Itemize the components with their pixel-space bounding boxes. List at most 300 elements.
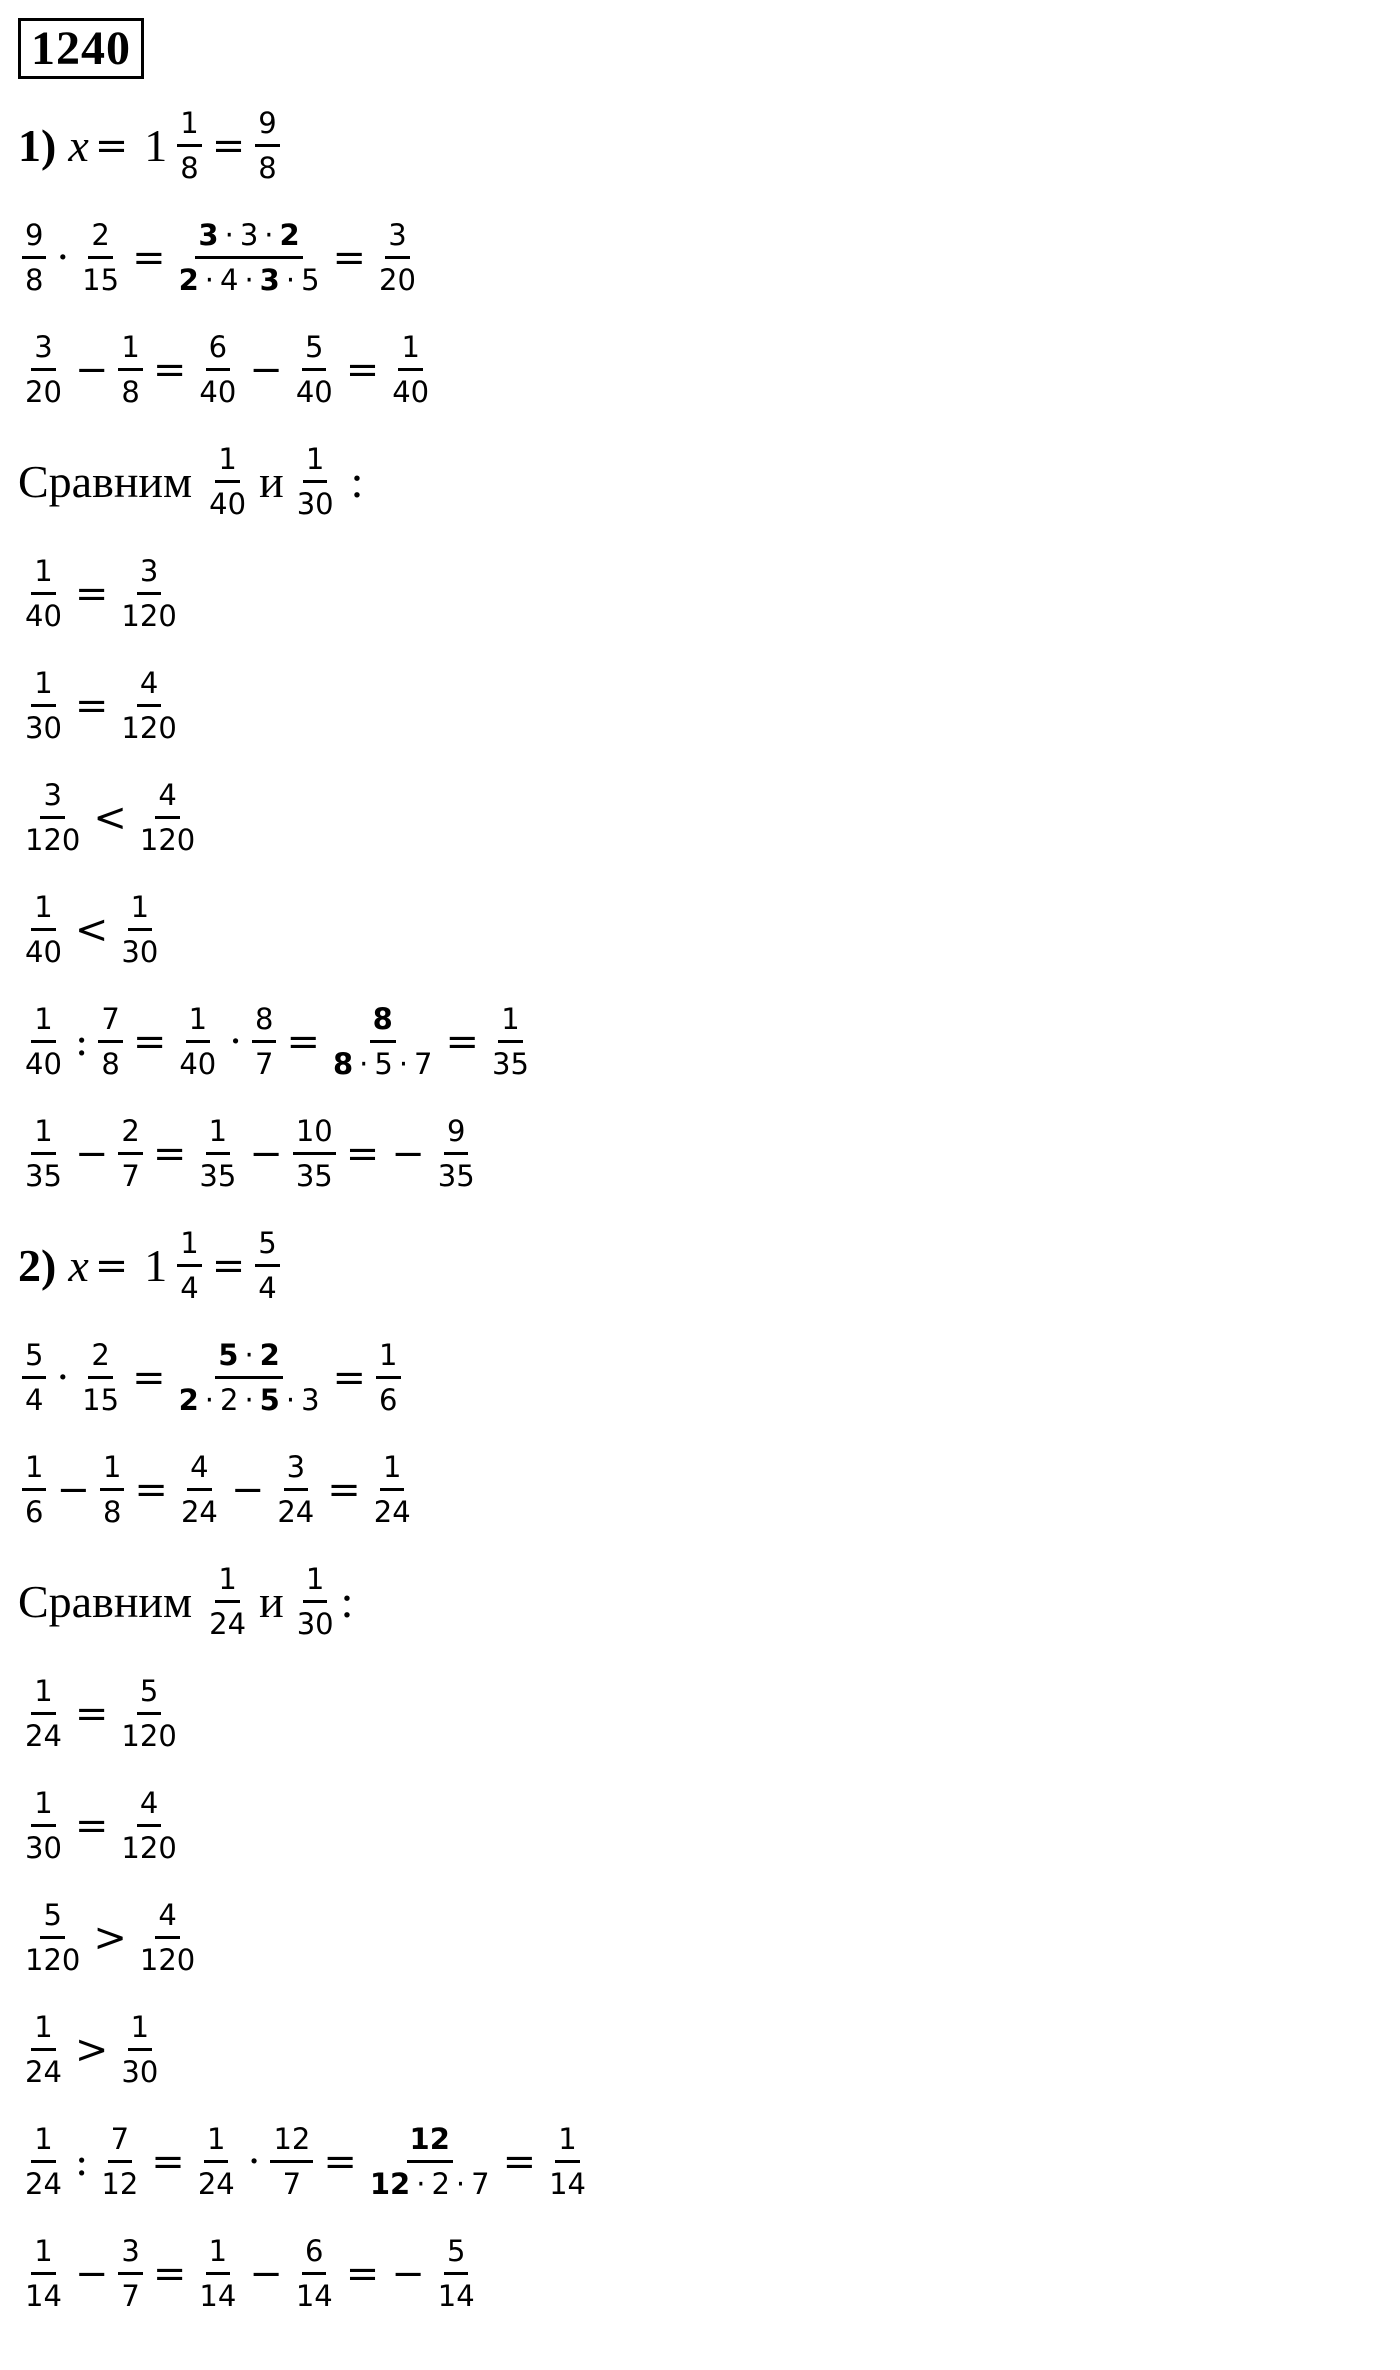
multiply-dot: · bbox=[455, 2167, 466, 2202]
fraction bbox=[22, 1674, 65, 1753]
denominator bbox=[546, 2163, 589, 2201]
denominator bbox=[178, 1491, 221, 1529]
numerator bbox=[195, 218, 302, 259]
math-operator: = bbox=[132, 1018, 167, 1065]
factor: 5 bbox=[139, 1674, 159, 1708]
fraction bbox=[22, 2010, 65, 2089]
numerator bbox=[100, 1450, 124, 1491]
factor: 1 bbox=[383, 1450, 402, 1484]
factor: 2 bbox=[91, 1338, 110, 1372]
numerator bbox=[31, 330, 55, 371]
denominator bbox=[98, 1043, 122, 1081]
math-operator: = bbox=[332, 234, 367, 281]
math-operator: = bbox=[445, 1018, 479, 1065]
factor: 6 bbox=[379, 1383, 398, 1418]
fraction bbox=[293, 330, 336, 409]
fraction bbox=[22, 778, 83, 857]
factor: 40 bbox=[179, 1047, 217, 1082]
fraction bbox=[376, 1338, 400, 1417]
equation-line bbox=[18, 330, 436, 409]
factor: 14 bbox=[295, 2279, 333, 2314]
numerator bbox=[31, 554, 55, 595]
factor: 1 bbox=[34, 554, 53, 588]
factor: 120 bbox=[139, 823, 196, 858]
factor: 9 bbox=[25, 218, 44, 252]
compare-fraction-b bbox=[294, 442, 337, 521]
denominator bbox=[22, 1043, 65, 1081]
equation-line bbox=[18, 554, 184, 633]
factor: 24 bbox=[277, 1495, 315, 1530]
denominator bbox=[22, 1155, 65, 1193]
factor: 3 bbox=[286, 1450, 306, 1484]
fraction bbox=[137, 1898, 198, 1977]
factor: 5 bbox=[305, 330, 324, 364]
factor: 3 bbox=[43, 778, 62, 812]
compare-fraction-a bbox=[206, 442, 249, 521]
fraction bbox=[118, 330, 142, 409]
part1-heading bbox=[18, 106, 284, 185]
fraction bbox=[118, 1674, 179, 1753]
equation-line bbox=[18, 1674, 184, 1753]
factor: 1 bbox=[207, 2122, 226, 2156]
factor: 40 bbox=[25, 599, 62, 634]
numerator bbox=[137, 1674, 161, 1715]
math-operator: = bbox=[134, 1466, 168, 1513]
denominator bbox=[22, 1379, 46, 1417]
equation-line bbox=[18, 778, 202, 857]
denominator bbox=[196, 1155, 239, 1193]
numerator bbox=[88, 1338, 112, 1379]
denominator bbox=[371, 1491, 414, 1529]
factor: 3 bbox=[239, 218, 259, 252]
factor: 3 bbox=[388, 218, 407, 252]
numerator bbox=[31, 2234, 55, 2275]
numerator: 1 bbox=[215, 1562, 239, 1603]
factor: 4 bbox=[190, 1450, 209, 1484]
numerator bbox=[31, 2010, 55, 2051]
factor: 1 bbox=[34, 2234, 53, 2268]
math-operator: = bbox=[323, 2138, 357, 2185]
denominator bbox=[330, 1043, 436, 1081]
equation-line bbox=[18, 2234, 482, 2313]
colon: : bbox=[350, 456, 364, 508]
compare-line bbox=[18, 442, 363, 521]
factor: 1 bbox=[130, 890, 150, 924]
factor: 120 bbox=[121, 711, 177, 746]
denominator bbox=[22, 2051, 65, 2089]
fraction bbox=[196, 330, 239, 409]
denominator bbox=[118, 595, 179, 633]
denominator: 24 bbox=[209, 1607, 247, 1642]
factor: 2 bbox=[91, 218, 110, 252]
factor: 14 bbox=[437, 2279, 475, 2314]
mixed-number-whole: 1 bbox=[144, 120, 168, 172]
equation-line bbox=[18, 1114, 482, 1193]
and-word: и bbox=[259, 1576, 284, 1628]
denominator bbox=[118, 2051, 161, 2089]
factor: 40 bbox=[199, 375, 237, 410]
equation-line bbox=[18, 1002, 536, 1081]
fraction bbox=[435, 1114, 478, 1193]
numerator bbox=[187, 1450, 211, 1491]
factor: 30 bbox=[121, 935, 159, 970]
factor: 120 bbox=[121, 1719, 177, 1754]
fraction bbox=[118, 554, 179, 633]
equation-line bbox=[18, 1786, 184, 1865]
multiply-dot: · bbox=[224, 218, 234, 252]
numerator bbox=[128, 2010, 152, 2051]
factor: 6 bbox=[305, 2234, 324, 2268]
factor: 5 bbox=[301, 263, 320, 298]
factor: 1 bbox=[34, 666, 53, 700]
fraction bbox=[137, 778, 198, 857]
numerator bbox=[206, 330, 230, 371]
math-operator: − bbox=[249, 1130, 283, 1177]
fraction bbox=[252, 1002, 276, 1081]
numerator bbox=[206, 1114, 230, 1155]
numerator bbox=[31, 2122, 55, 2163]
factor: 20 bbox=[25, 375, 62, 410]
denominator bbox=[79, 259, 122, 297]
part2-label: 2) bbox=[18, 1240, 57, 1292]
factor: 24 bbox=[25, 2055, 62, 2090]
fraction bbox=[98, 2122, 141, 2201]
improper-fraction bbox=[255, 106, 279, 185]
denominator bbox=[22, 595, 65, 633]
multiply-dot: · bbox=[204, 263, 214, 298]
factor: 7 bbox=[282, 2167, 302, 2202]
equation-line bbox=[18, 1898, 202, 1977]
factor: 4 bbox=[158, 1898, 177, 1932]
denominator bbox=[435, 1155, 478, 1193]
numerator bbox=[31, 666, 55, 707]
numerator: 1 bbox=[303, 1562, 327, 1603]
numerator bbox=[284, 1450, 308, 1491]
numerator bbox=[155, 1898, 179, 1939]
factor: 7 bbox=[471, 2167, 490, 2202]
numerator: 9 bbox=[255, 106, 279, 147]
equation-line bbox=[18, 218, 423, 297]
factor: 5 bbox=[25, 1338, 44, 1372]
factor: 4 bbox=[139, 1786, 159, 1820]
math-operator: = bbox=[152, 1130, 187, 1177]
equation-line bbox=[18, 2010, 165, 2089]
numerator bbox=[252, 1002, 276, 1043]
factor: 8 bbox=[25, 263, 44, 298]
equals-sign: = bbox=[211, 1242, 246, 1289]
fraction bbox=[22, 2122, 65, 2201]
factor: 3 bbox=[301, 1383, 320, 1418]
factor: 15 bbox=[82, 263, 120, 298]
denominator bbox=[176, 1043, 219, 1081]
math-operator: = bbox=[345, 346, 380, 393]
numerator bbox=[498, 1002, 522, 1043]
fraction bbox=[22, 554, 65, 633]
numerator: 1 bbox=[215, 442, 239, 483]
denominator bbox=[22, 1827, 65, 1865]
denominator bbox=[196, 2275, 239, 2313]
cancelled-factor: 12 bbox=[369, 2167, 411, 2202]
numerator bbox=[380, 1450, 404, 1491]
denominator bbox=[22, 819, 83, 857]
factor: 35 bbox=[25, 1159, 62, 1194]
cancelled-factor: 2 bbox=[259, 1338, 280, 1372]
numerator bbox=[444, 2234, 468, 2275]
math-operator: − bbox=[249, 2250, 283, 2297]
math-operator: · bbox=[229, 1018, 242, 1065]
factor: 7 bbox=[110, 2122, 130, 2156]
denominator bbox=[118, 707, 179, 745]
denominator bbox=[98, 2163, 141, 2201]
math-operator: = bbox=[345, 2250, 380, 2297]
factor: 1 bbox=[25, 1450, 44, 1484]
fraction bbox=[22, 890, 65, 969]
factor: 120 bbox=[25, 1943, 81, 1978]
numerator bbox=[376, 1338, 400, 1379]
factor: 24 bbox=[25, 1719, 62, 1754]
factor: 7 bbox=[121, 1159, 140, 1194]
math-operator: − bbox=[74, 1130, 109, 1177]
fraction bbox=[196, 1114, 239, 1193]
fraction bbox=[367, 2122, 493, 2201]
numerator bbox=[186, 1002, 210, 1043]
fraction bbox=[330, 1002, 436, 1081]
cancelled-factor: 12 bbox=[409, 2122, 450, 2156]
equation-line bbox=[18, 666, 184, 745]
multiply-dot: · bbox=[416, 2167, 426, 2202]
factor: 7 bbox=[121, 2279, 140, 2314]
numerator bbox=[204, 2122, 228, 2163]
factor: 35 bbox=[492, 1047, 529, 1082]
math-operator: > bbox=[93, 1914, 127, 1961]
denominator bbox=[137, 819, 198, 857]
denominator bbox=[118, 1827, 179, 1865]
multiply-dot: · bbox=[244, 263, 254, 298]
math-operator: · bbox=[56, 1354, 70, 1401]
fraction bbox=[22, 1898, 83, 1977]
denominator bbox=[293, 2275, 336, 2313]
factor: 4 bbox=[220, 263, 239, 298]
math-operator: = bbox=[327, 1466, 361, 1513]
factor: 24 bbox=[25, 2167, 62, 2202]
part2-heading bbox=[18, 1226, 284, 1305]
factor: 7 bbox=[101, 1002, 120, 1036]
fraction bbox=[489, 1002, 532, 1081]
multiply-dot: · bbox=[244, 1338, 254, 1372]
cancelled-factor: 8 bbox=[372, 1002, 393, 1036]
denominator bbox=[137, 1939, 198, 1977]
factor: 35 bbox=[437, 1159, 475, 1194]
compare-word: Сравним bbox=[18, 1576, 193, 1628]
fraction bbox=[100, 1450, 124, 1529]
multiply-dot: · bbox=[398, 1047, 409, 1082]
numerator bbox=[215, 1338, 283, 1379]
denominator: 8 bbox=[180, 151, 199, 186]
math-operator: < bbox=[74, 906, 109, 953]
denominator bbox=[389, 371, 432, 409]
fraction bbox=[22, 2234, 65, 2313]
denominator bbox=[118, 371, 142, 409]
math-operator: = bbox=[286, 1018, 320, 1065]
math-operator: − bbox=[249, 346, 283, 393]
factor: 5 bbox=[43, 1898, 62, 1932]
factor: 7 bbox=[414, 1047, 433, 1082]
fraction bbox=[118, 1786, 179, 1865]
factor: 2 bbox=[121, 1114, 140, 1148]
math-operator: : bbox=[74, 2138, 89, 2185]
denominator bbox=[118, 931, 161, 969]
fraction bbox=[376, 218, 419, 297]
fraction bbox=[546, 2122, 589, 2201]
factor: 120 bbox=[121, 1831, 177, 1866]
math-operator: − bbox=[74, 2250, 109, 2297]
factor: 14 bbox=[549, 2167, 586, 2202]
math-operator: = bbox=[345, 1130, 380, 1177]
numerator bbox=[385, 218, 409, 259]
math-operator: · bbox=[247, 2138, 261, 2185]
fraction bbox=[22, 666, 65, 745]
numerator bbox=[22, 218, 46, 259]
fraction bbox=[22, 1450, 46, 1529]
factor: 1 bbox=[34, 1114, 53, 1148]
mixed-number-fraction bbox=[177, 1226, 201, 1305]
denominator bbox=[195, 2163, 238, 2201]
factor: 4 bbox=[25, 1383, 44, 1418]
math-operator: < bbox=[93, 794, 127, 841]
equation-line bbox=[18, 1338, 405, 1417]
denominator: 40 bbox=[209, 487, 247, 522]
numerator bbox=[293, 1114, 336, 1155]
math-operator: − bbox=[56, 1466, 90, 1513]
fraction bbox=[293, 1114, 336, 1193]
and-word: и bbox=[259, 456, 284, 508]
math-operator: = bbox=[152, 2250, 187, 2297]
factor: 3 bbox=[34, 330, 53, 364]
fraction bbox=[195, 2122, 238, 2201]
fraction bbox=[176, 218, 323, 297]
improper-fraction bbox=[255, 1226, 279, 1305]
denominator bbox=[22, 2163, 65, 2201]
fraction bbox=[22, 218, 46, 297]
math-operator: = bbox=[74, 682, 109, 729]
numerator bbox=[370, 1002, 396, 1043]
factor: 1 bbox=[34, 1674, 53, 1708]
denominator bbox=[22, 2275, 65, 2313]
fraction bbox=[389, 330, 432, 409]
numerator bbox=[444, 1114, 468, 1155]
fraction bbox=[176, 1002, 219, 1081]
numerator bbox=[22, 1450, 46, 1491]
math-operator: = bbox=[152, 346, 187, 393]
factor: 3 bbox=[139, 554, 159, 588]
denominator bbox=[274, 1491, 317, 1529]
denominator bbox=[22, 1491, 46, 1529]
math-operator: = bbox=[74, 1690, 109, 1737]
multiply-dot: · bbox=[204, 1383, 214, 1418]
numerator bbox=[137, 666, 161, 707]
denominator bbox=[118, 1715, 179, 1753]
cancelled-factor: 5 bbox=[259, 1383, 280, 1418]
factor: 12 bbox=[273, 2122, 311, 2156]
denominator: 30 bbox=[296, 487, 334, 522]
numerator bbox=[137, 554, 161, 595]
factor: 1 bbox=[208, 2234, 228, 2268]
fraction bbox=[22, 1114, 65, 1193]
factor: 1 bbox=[121, 330, 140, 364]
factor: 30 bbox=[25, 1831, 62, 1866]
equation-line bbox=[18, 1450, 418, 1529]
denominator bbox=[367, 2163, 493, 2201]
denominator bbox=[280, 2163, 304, 2201]
fraction bbox=[274, 1450, 317, 1529]
fraction bbox=[371, 1450, 414, 1529]
problem-number: 1240 bbox=[18, 18, 144, 79]
numerator bbox=[31, 1674, 55, 1715]
denominator bbox=[118, 2275, 142, 2313]
numerator bbox=[98, 1002, 122, 1043]
numerator bbox=[31, 1114, 55, 1155]
factor: 1 bbox=[34, 1002, 53, 1036]
numerator bbox=[40, 1898, 64, 1939]
math-operator: = bbox=[132, 1354, 166, 1401]
factor: 4 bbox=[139, 666, 159, 700]
multiply-dot: · bbox=[285, 263, 296, 298]
factor: 1 bbox=[401, 330, 420, 364]
fraction bbox=[118, 2234, 142, 2313]
numerator bbox=[108, 2122, 132, 2163]
denominator: 4 bbox=[258, 1271, 277, 1306]
fraction bbox=[178, 1450, 221, 1529]
equals-sign: = bbox=[94, 1242, 129, 1289]
denominator bbox=[22, 1939, 83, 1977]
math-operator: = bbox=[332, 1354, 367, 1401]
fraction bbox=[435, 2234, 478, 2313]
factor: 7 bbox=[254, 1047, 274, 1082]
math-operator: : bbox=[74, 1018, 89, 1065]
denominator bbox=[22, 707, 65, 745]
denominator bbox=[22, 371, 65, 409]
factor: 4 bbox=[158, 778, 177, 812]
compare-line bbox=[18, 1562, 353, 1641]
denominator bbox=[176, 1379, 323, 1417]
fraction bbox=[79, 1338, 122, 1417]
denominator bbox=[376, 1379, 400, 1417]
factor: 40 bbox=[295, 375, 333, 410]
factor: 40 bbox=[392, 375, 430, 410]
factor: 8 bbox=[121, 375, 140, 410]
factor: 1 bbox=[102, 1450, 122, 1484]
factor: 1 bbox=[34, 1786, 53, 1820]
numerator bbox=[407, 2122, 453, 2163]
cancelled-factor: 2 bbox=[178, 1383, 199, 1418]
factor: 1 bbox=[188, 1002, 208, 1036]
numerator: 1 bbox=[177, 1226, 201, 1267]
factor: 1 bbox=[501, 1002, 520, 1036]
factor: 24 bbox=[180, 1495, 218, 1530]
fraction bbox=[22, 1786, 65, 1865]
mixed-number-fraction bbox=[177, 106, 201, 185]
factor: 120 bbox=[121, 599, 177, 634]
equation-line bbox=[18, 2122, 593, 2201]
multiply-dot: · bbox=[244, 1383, 254, 1418]
factor: 35 bbox=[295, 1159, 333, 1194]
numerator bbox=[302, 2234, 326, 2275]
numerator bbox=[128, 890, 152, 931]
factor: 5 bbox=[446, 2234, 466, 2268]
compare-fraction-b bbox=[294, 1562, 337, 1641]
denominator bbox=[176, 259, 323, 297]
compare-word: Сравним bbox=[18, 456, 193, 508]
